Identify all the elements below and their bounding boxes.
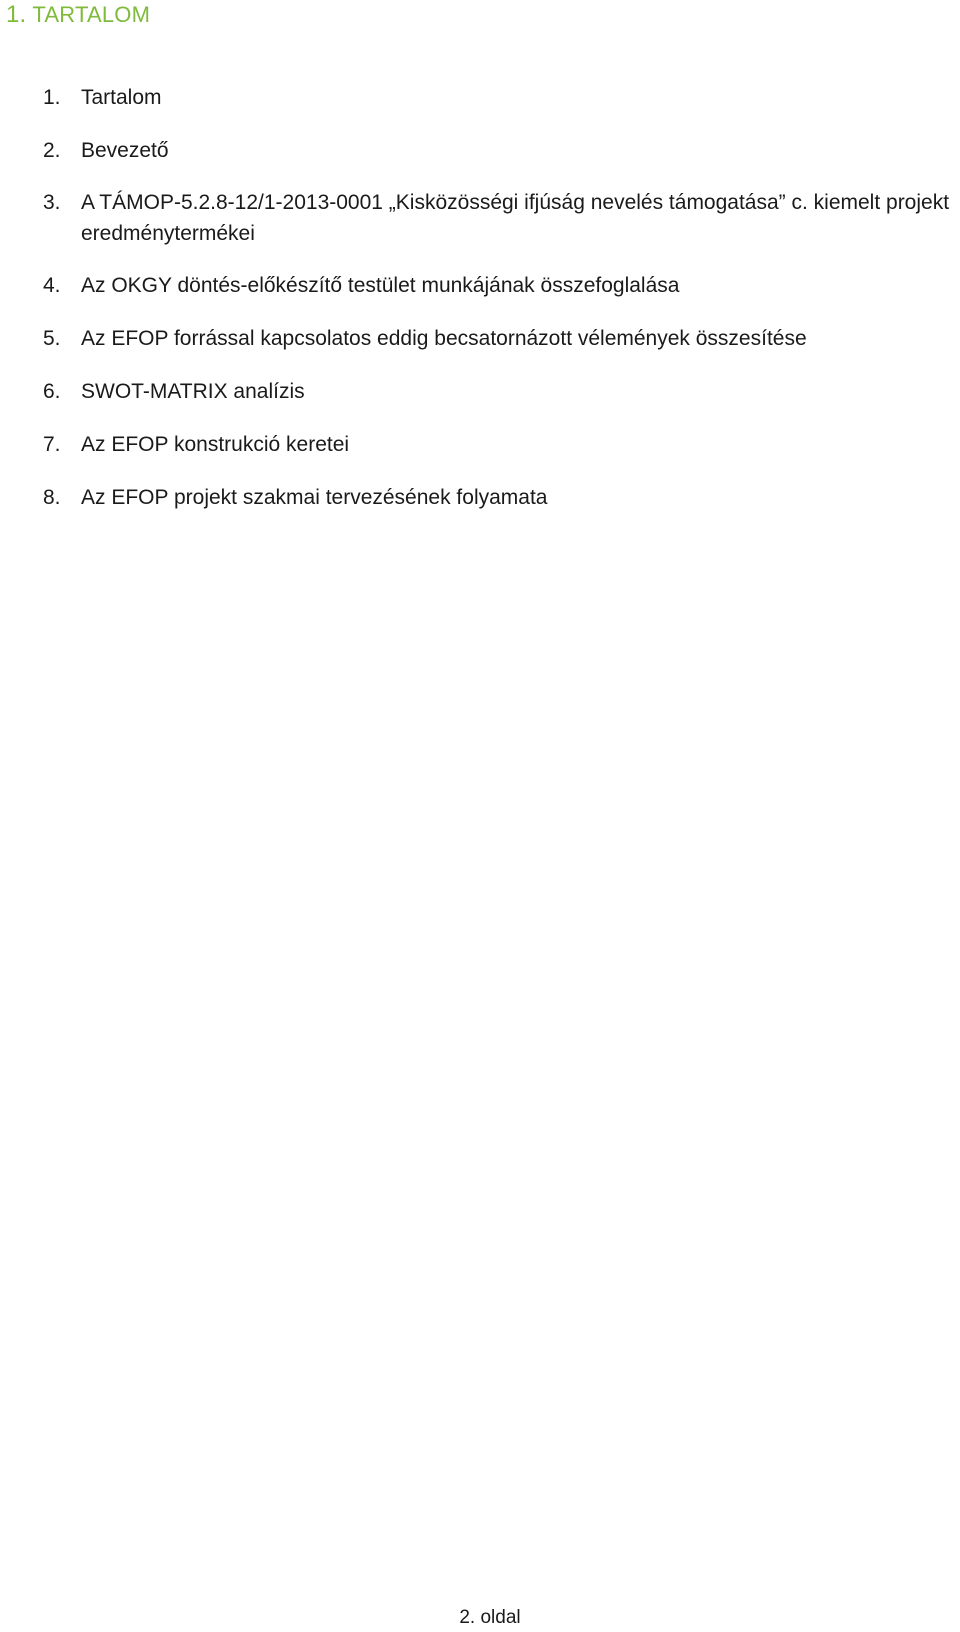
section-heading [6, 2, 150, 28]
toc-item-number: 5. [43, 327, 61, 350]
toc-item-number: 1. [43, 86, 61, 109]
toc-item-number: 7. [43, 433, 61, 456]
toc-item [43, 82, 162, 113]
toc-item-text: Tartalom [81, 86, 162, 109]
toc-item-number: 8. [43, 486, 61, 509]
toc-item [43, 135, 169, 166]
toc-item-number: 4. [43, 274, 61, 297]
toc-item-text: Az EFOP konstrukció keretei [81, 433, 350, 456]
toc-item [43, 429, 349, 460]
toc-item-number: 3. [43, 191, 61, 214]
toc-item [43, 482, 547, 513]
toc-item-number: 6. [43, 380, 61, 403]
page-footer [0, 1606, 960, 1630]
toc-item [43, 187, 960, 249]
toc-item-text: Bevezető [81, 139, 169, 162]
toc-item [43, 376, 305, 407]
toc-item-text: Az OKGY döntés-előkészítő testület munkájának összefoglalása [81, 274, 680, 297]
toc-item-number: 2. [43, 139, 61, 162]
toc-item-text: Az EFOP forrással kapcsolatos eddig becsatornázott vélemények összesítése [81, 327, 807, 350]
section-heading-title: TARTALOM [32, 2, 151, 27]
toc-item [43, 270, 679, 301]
page-number: 2. oldal [459, 1607, 521, 1628]
toc-item-text: SWOT-MATRIX analízis [81, 380, 305, 403]
toc-item-text: A TÁMOP-5.2.8-12/1-2013-0001 „Kisközösségi ifjúság nevelés támogatása” c. kiemelt projekt eredménytermékei [81, 191, 950, 245]
toc-item [43, 323, 807, 354]
toc-item-text: Az EFOP projekt szakmai tervezésének folyamata [81, 486, 548, 509]
section-heading-number: 1. [6, 1, 27, 28]
